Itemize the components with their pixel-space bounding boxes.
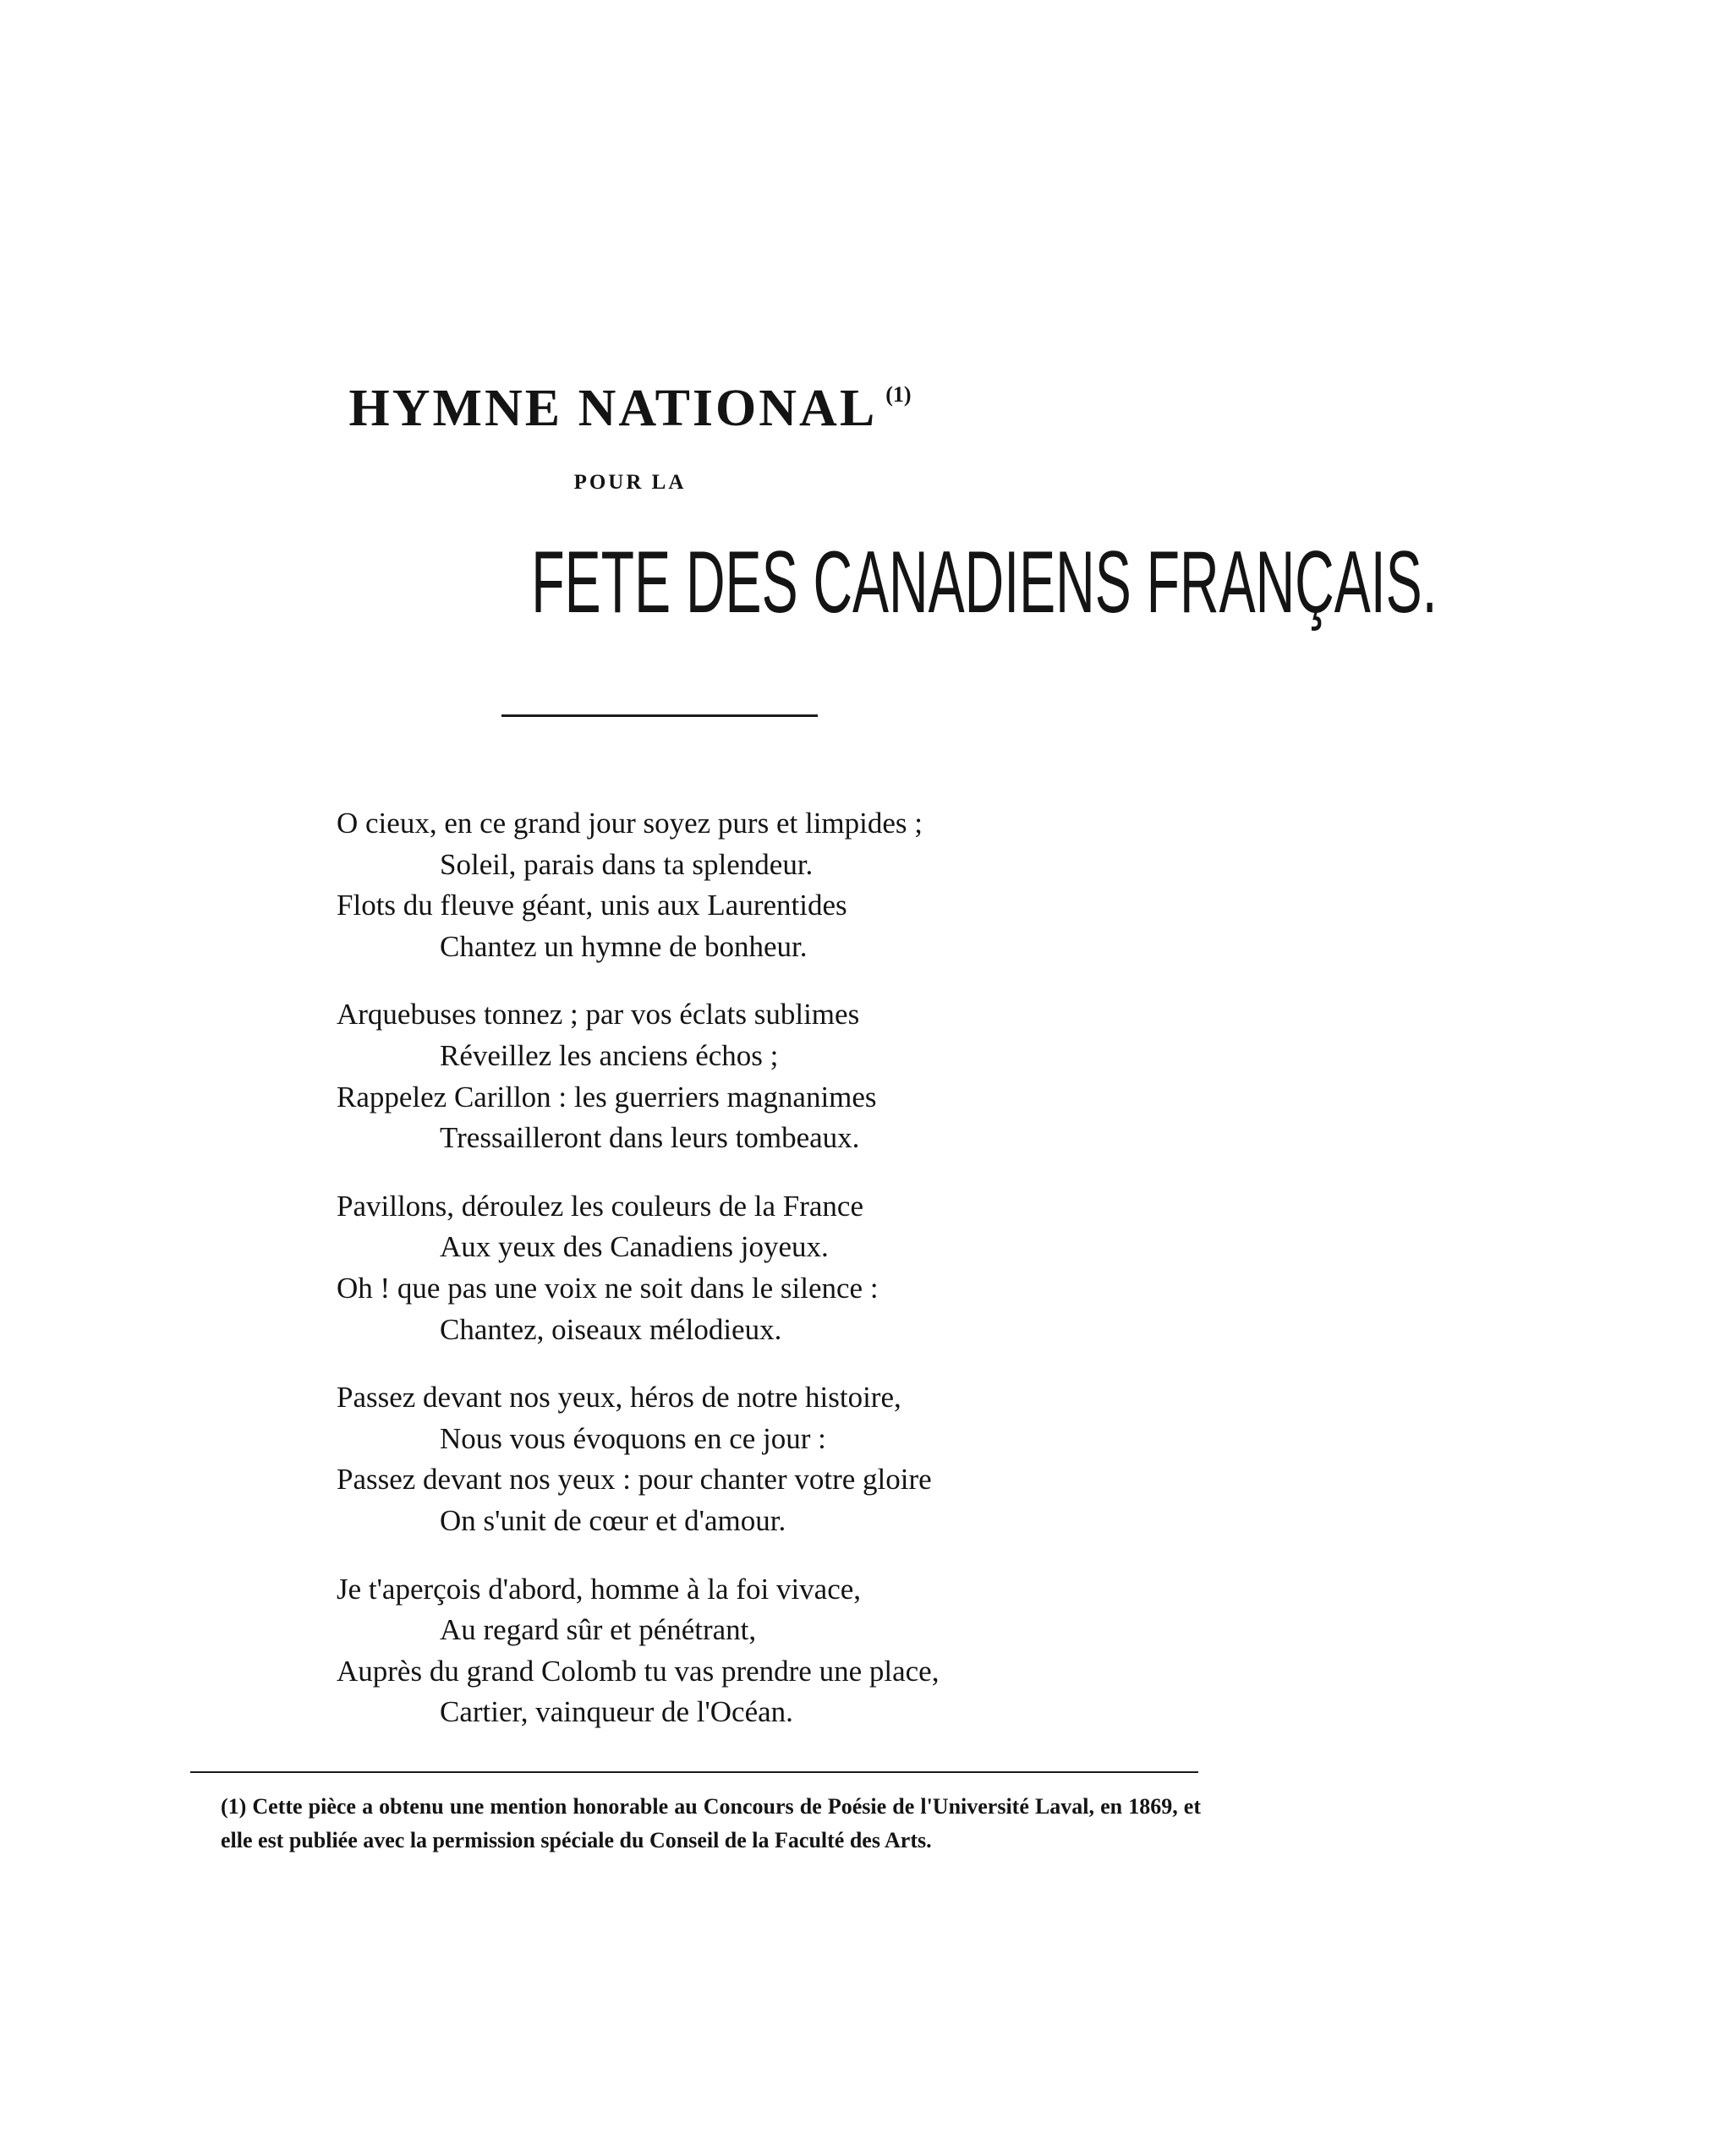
footnote-text: (1) Cette pièce a obtenu une mention honorable au Concours de Poésie de l'Université Laval, en 1869, et elle est publiée avec la permission spéciale du Conseil de la Faculté des Arts. — [221, 1794, 1201, 1852]
page-title — [0, 382, 1260, 435]
verse-line: Je t'aperçois d'abord, homme à la foi vivace, — [337, 1572, 862, 1606]
poem — [337, 803, 1148, 1760]
stanza — [337, 1569, 1148, 1733]
verse-line: Nous vous évoquons en ce jour : — [440, 1421, 826, 1455]
verse-line: Tressailleront dans leurs tombeaux. — [440, 1121, 860, 1155]
verse-line: Arquebuses tonnez ; par vos éclats sublimes — [337, 998, 860, 1031]
stanza — [337, 1186, 1148, 1350]
stanza — [337, 1377, 1148, 1541]
footnote-divider — [190, 1771, 1198, 1773]
page-subtitle: POUR LA — [573, 471, 687, 494]
verse-line: Passez devant nos yeux, héros de notre histoire, — [337, 1381, 901, 1415]
title-divider — [501, 714, 818, 717]
verse-line: Aux yeux des Canadiens joyeux. — [440, 1230, 829, 1264]
title-text: HYMNE NATIONAL — [348, 380, 878, 437]
verse-line: Au regard sûr et pénétrant, — [440, 1613, 757, 1647]
banner-heading — [254, 534, 1438, 632]
verse-line: O cieux, en ce grand jour soyez purs et limpides ; — [337, 807, 923, 840]
verse-line: Cartier, vainqueur de l'Océan. — [440, 1695, 793, 1729]
stanza — [337, 994, 1148, 1158]
verse-line: Soleil, parais dans ta splendeur. — [440, 847, 814, 881]
verse-line: On s'unit de cœur et d'amour. — [440, 1503, 786, 1537]
verse-line: Oh ! que pas une voix ne soit dans le silence : — [337, 1271, 879, 1305]
footnote-marker: (1) — [885, 382, 912, 407]
stanza — [337, 803, 1148, 967]
verse-line: Réveillez les anciens échos ; — [440, 1038, 779, 1072]
verse-line: Chantez, oiseaux mélodieux. — [440, 1312, 782, 1346]
verse-line: Flots du fleuve géant, unis aux Laurentides — [337, 889, 847, 922]
verse-line: Rappelez Carillon : les guerriers magnanimes — [337, 1080, 877, 1114]
verse-line: Auprès du grand Colomb tu vas prendre une place, — [337, 1654, 940, 1688]
verse-line: Chantez un hymne de bonheur. — [440, 929, 808, 963]
verse-line: Passez devant nos yeux : pour chanter votre gloire — [337, 1463, 932, 1497]
banner-text: FETE DES CANADIENS FRANÇAIS. — [531, 534, 1438, 632]
verse-line: Pavillons, déroulez les couleurs de la France — [337, 1189, 863, 1223]
footnote — [190, 1790, 1201, 1858]
